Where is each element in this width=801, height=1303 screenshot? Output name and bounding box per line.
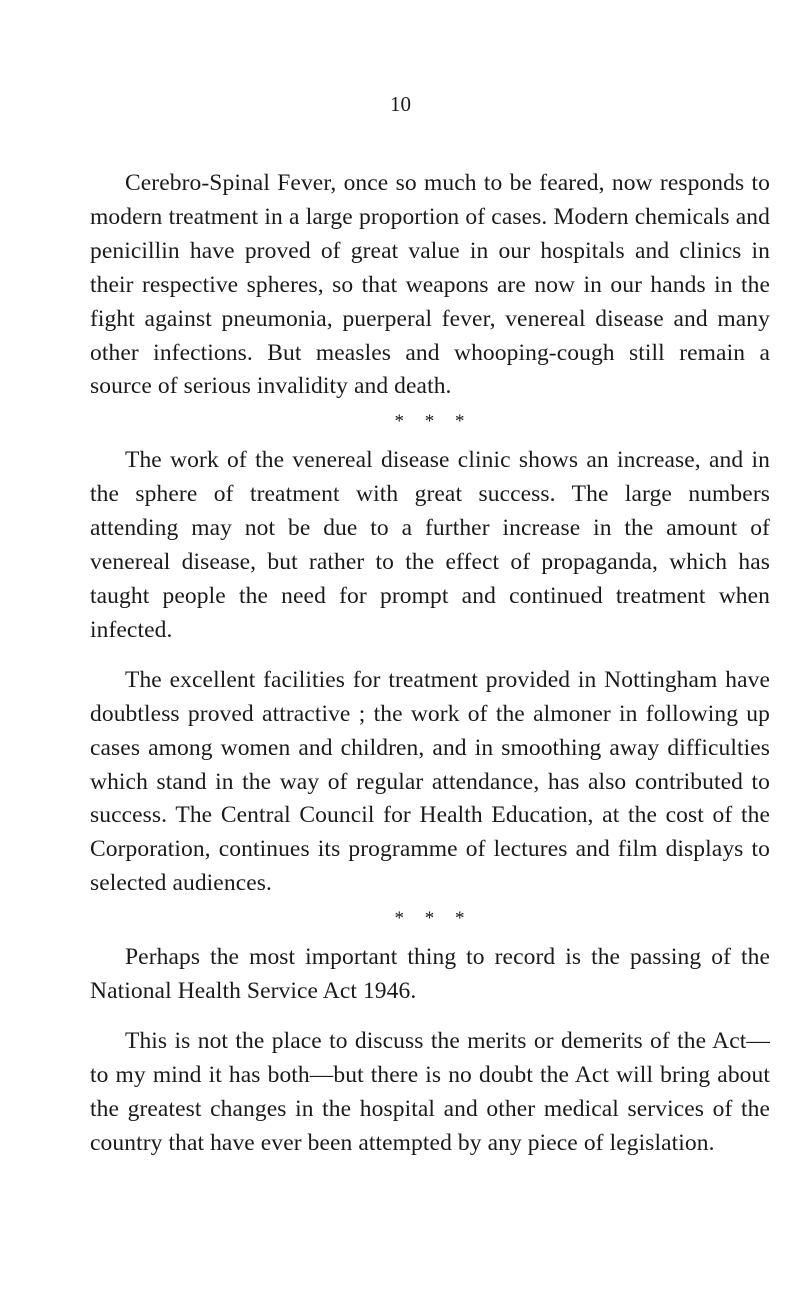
paragraph-nottingham-facilities: The excellent facilities for treatment provided in Nottingham have doubtless proved attractive ; the work of the almoner in following up cases among women and children, and in smoothing away difficulties which stand in the way of regular attendance, has also contributed to success. The Central Council for Health Education, at the cost of the Corporation, continues its programme of lectures and film displays to selected audiences. (90, 666, 770, 897)
section-separator: * * * (394, 411, 466, 433)
page-number: 10 (390, 92, 411, 116)
paragraph-merits-of-the-act: This is not the place to discuss the merits or demerits of the Act—to my mind it has both—but there is no doubt the Act will bring about the greatest changes in the hospital and other medical services of the country that have ever been attempted by any piece of legislation. (90, 1027, 770, 1156)
body-text (90, 167, 770, 1161)
section-separator: * * * (394, 908, 466, 930)
paragraph-cerebro-spinal-fever: Cerebro-Spinal Fever, once so much to be feared, now responds to modern treatment in a large proportion of cases. Modern chemicals and penicillin have proved of great value in our hospitals and clinics in their respective spheres, so that weapons are now in our hands in the fight against pneumonia, puerperal fever, venereal disease and many other infections. But measles and whooping-cough still remain a source of serious invalidity and death. (90, 170, 770, 400)
paragraph-venereal-disease-clinic: The work of the venereal disease clinic shows an increase, and in the sphere of treatment with great success. The large numbers attending may not be due to a further increase in the amount of venereal disease, but rather to the effect of propaganda, which has taught people the need for prompt and continued treatment when infected. (90, 447, 770, 643)
paragraph-national-health-service-act: Perhaps the most important thing to record is the passing of the National Health Service Act 1946. (90, 944, 770, 1005)
